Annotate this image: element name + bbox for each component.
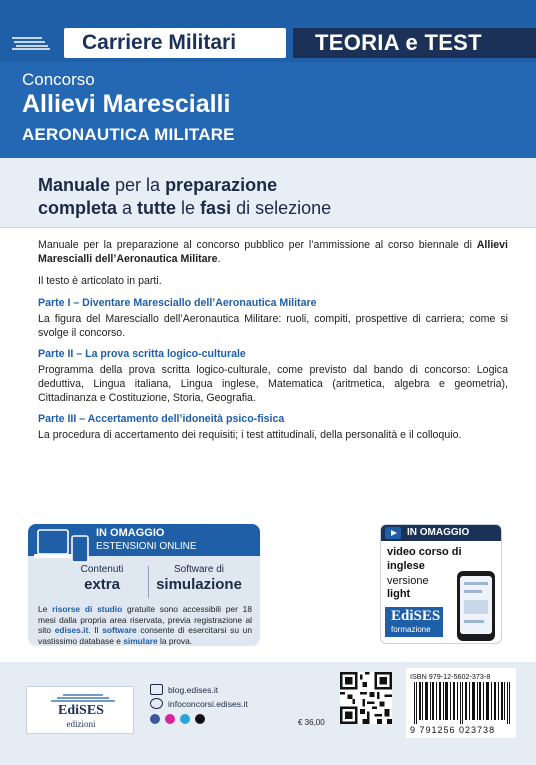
video-course-header <box>381 525 502 541</box>
omaggio-title: IN OMAGGIO <box>96 527 165 539</box>
video-omaggio-title: IN OMAGGIO <box>407 527 470 538</box>
part-2-heading: Parte II – La prova scritta logico-culturale <box>38 348 246 360</box>
part-3-text: La procedura di accertamento dei requisiti; i test attitudinali, della personalità e il colloquio. <box>38 429 462 441</box>
teoria-test-badge: TEORIA e TEST <box>315 30 482 55</box>
telegram-icon[interactable] <box>180 714 190 724</box>
barcode-digits: 9 791256 023738 <box>410 725 496 735</box>
publisher-subtitle: edizioni <box>66 719 96 729</box>
divider <box>148 566 149 598</box>
manual-tagline-band <box>0 158 536 228</box>
top-bar <box>0 0 536 62</box>
video-course-title: video corso di inglese <box>387 546 462 572</box>
omaggio-subtitle: ESTENSIONI ONLINE <box>96 541 197 552</box>
info-link[interactable]: infoconcorsi.edises.it <box>150 698 248 712</box>
price: € 36,00 <box>298 718 325 727</box>
play-icon <box>385 527 401 539</box>
devices-icon <box>34 526 90 564</box>
tagline-line-1: Manuale per la preparazione <box>38 175 278 195</box>
concorso-label: Concorso <box>22 70 95 89</box>
title-band <box>0 62 536 158</box>
edises-formazione-logo: EdiSES formazione <box>385 607 443 637</box>
articolato-paragraph: Il testo è articolato in parti. <box>38 275 162 287</box>
barcode-block <box>406 668 516 738</box>
footer <box>0 662 536 765</box>
instagram-icon[interactable] <box>165 714 175 724</box>
online-extensions-card <box>28 524 260 646</box>
book-lines-icon <box>33 693 129 703</box>
book-subtitle: AERONAUTICA MILITARE <box>22 125 235 144</box>
qr-code <box>340 672 392 724</box>
contact-links <box>150 684 248 712</box>
facebook-icon[interactable] <box>150 714 160 724</box>
part-2-text: Programma della prova scritta logico-culturale, come previsto dal bando di concorso: Logica deduttiva, Lingua italiana, Lingua inglese, Matematica (aritmetica, algebra e geometria), Cittadinanza e Costituzione, Storia, Geografia. <box>38 364 508 404</box>
book-title: Allievi Marescialli <box>22 90 231 118</box>
publisher-name: EdiSES <box>58 703 104 718</box>
publisher-logo <box>26 686 134 734</box>
part-1-text: La figura del Maresciallo dell’Aeronautica Militare: ruoli, compiti, prospettive di carriera; come si svolge il concorso. <box>38 313 508 339</box>
tagline-line-2: completa a tutte le fasi di selezione <box>38 198 332 218</box>
part-1-heading: Parte I – Diventare Maresciallo dell’Aeronautica Militare <box>38 297 317 309</box>
chat-icon <box>150 684 163 695</box>
light-version-label: versione light <box>387 575 429 600</box>
series-label: Carriere Militari <box>82 31 237 54</box>
video-course-card <box>380 524 502 644</box>
intro-paragraph: Manuale per la preparazione al concorso pubblico per l’ammissione al corso biennale di Allievi Marescialli dell’Aeronautica Militare. <box>38 239 508 265</box>
isbn-label: ISBN 979-12-5602-373-8 <box>410 672 491 681</box>
blog-link[interactable]: blog.edises.it <box>150 684 248 698</box>
series-label-box <box>64 28 286 58</box>
simulation-software-feature: Software di simulazione <box>156 564 242 593</box>
tiktok-icon[interactable] <box>195 714 205 724</box>
online-extensions-header <box>28 524 260 556</box>
extra-content-feature: Contenuti extra <box>80 564 124 593</box>
barcode <box>412 682 512 724</box>
part-3-heading: Parte III – Accertamento dell’idoneità psico-fisica <box>38 413 285 425</box>
bell-icon <box>150 698 163 709</box>
social-icons <box>150 714 220 726</box>
book-lines-icon <box>12 36 50 50</box>
smartphone-icon <box>457 571 495 641</box>
badge-box <box>293 28 536 58</box>
description <box>38 238 508 449</box>
online-resources-note: Le risorse di studio gratuite sono accessibili per 18 mesi dalla propria area riservata, previa registrazione al sito edises.it. Il software consente di esercitarsi su un vastissimo database e simulare la prova. <box>38 604 252 646</box>
